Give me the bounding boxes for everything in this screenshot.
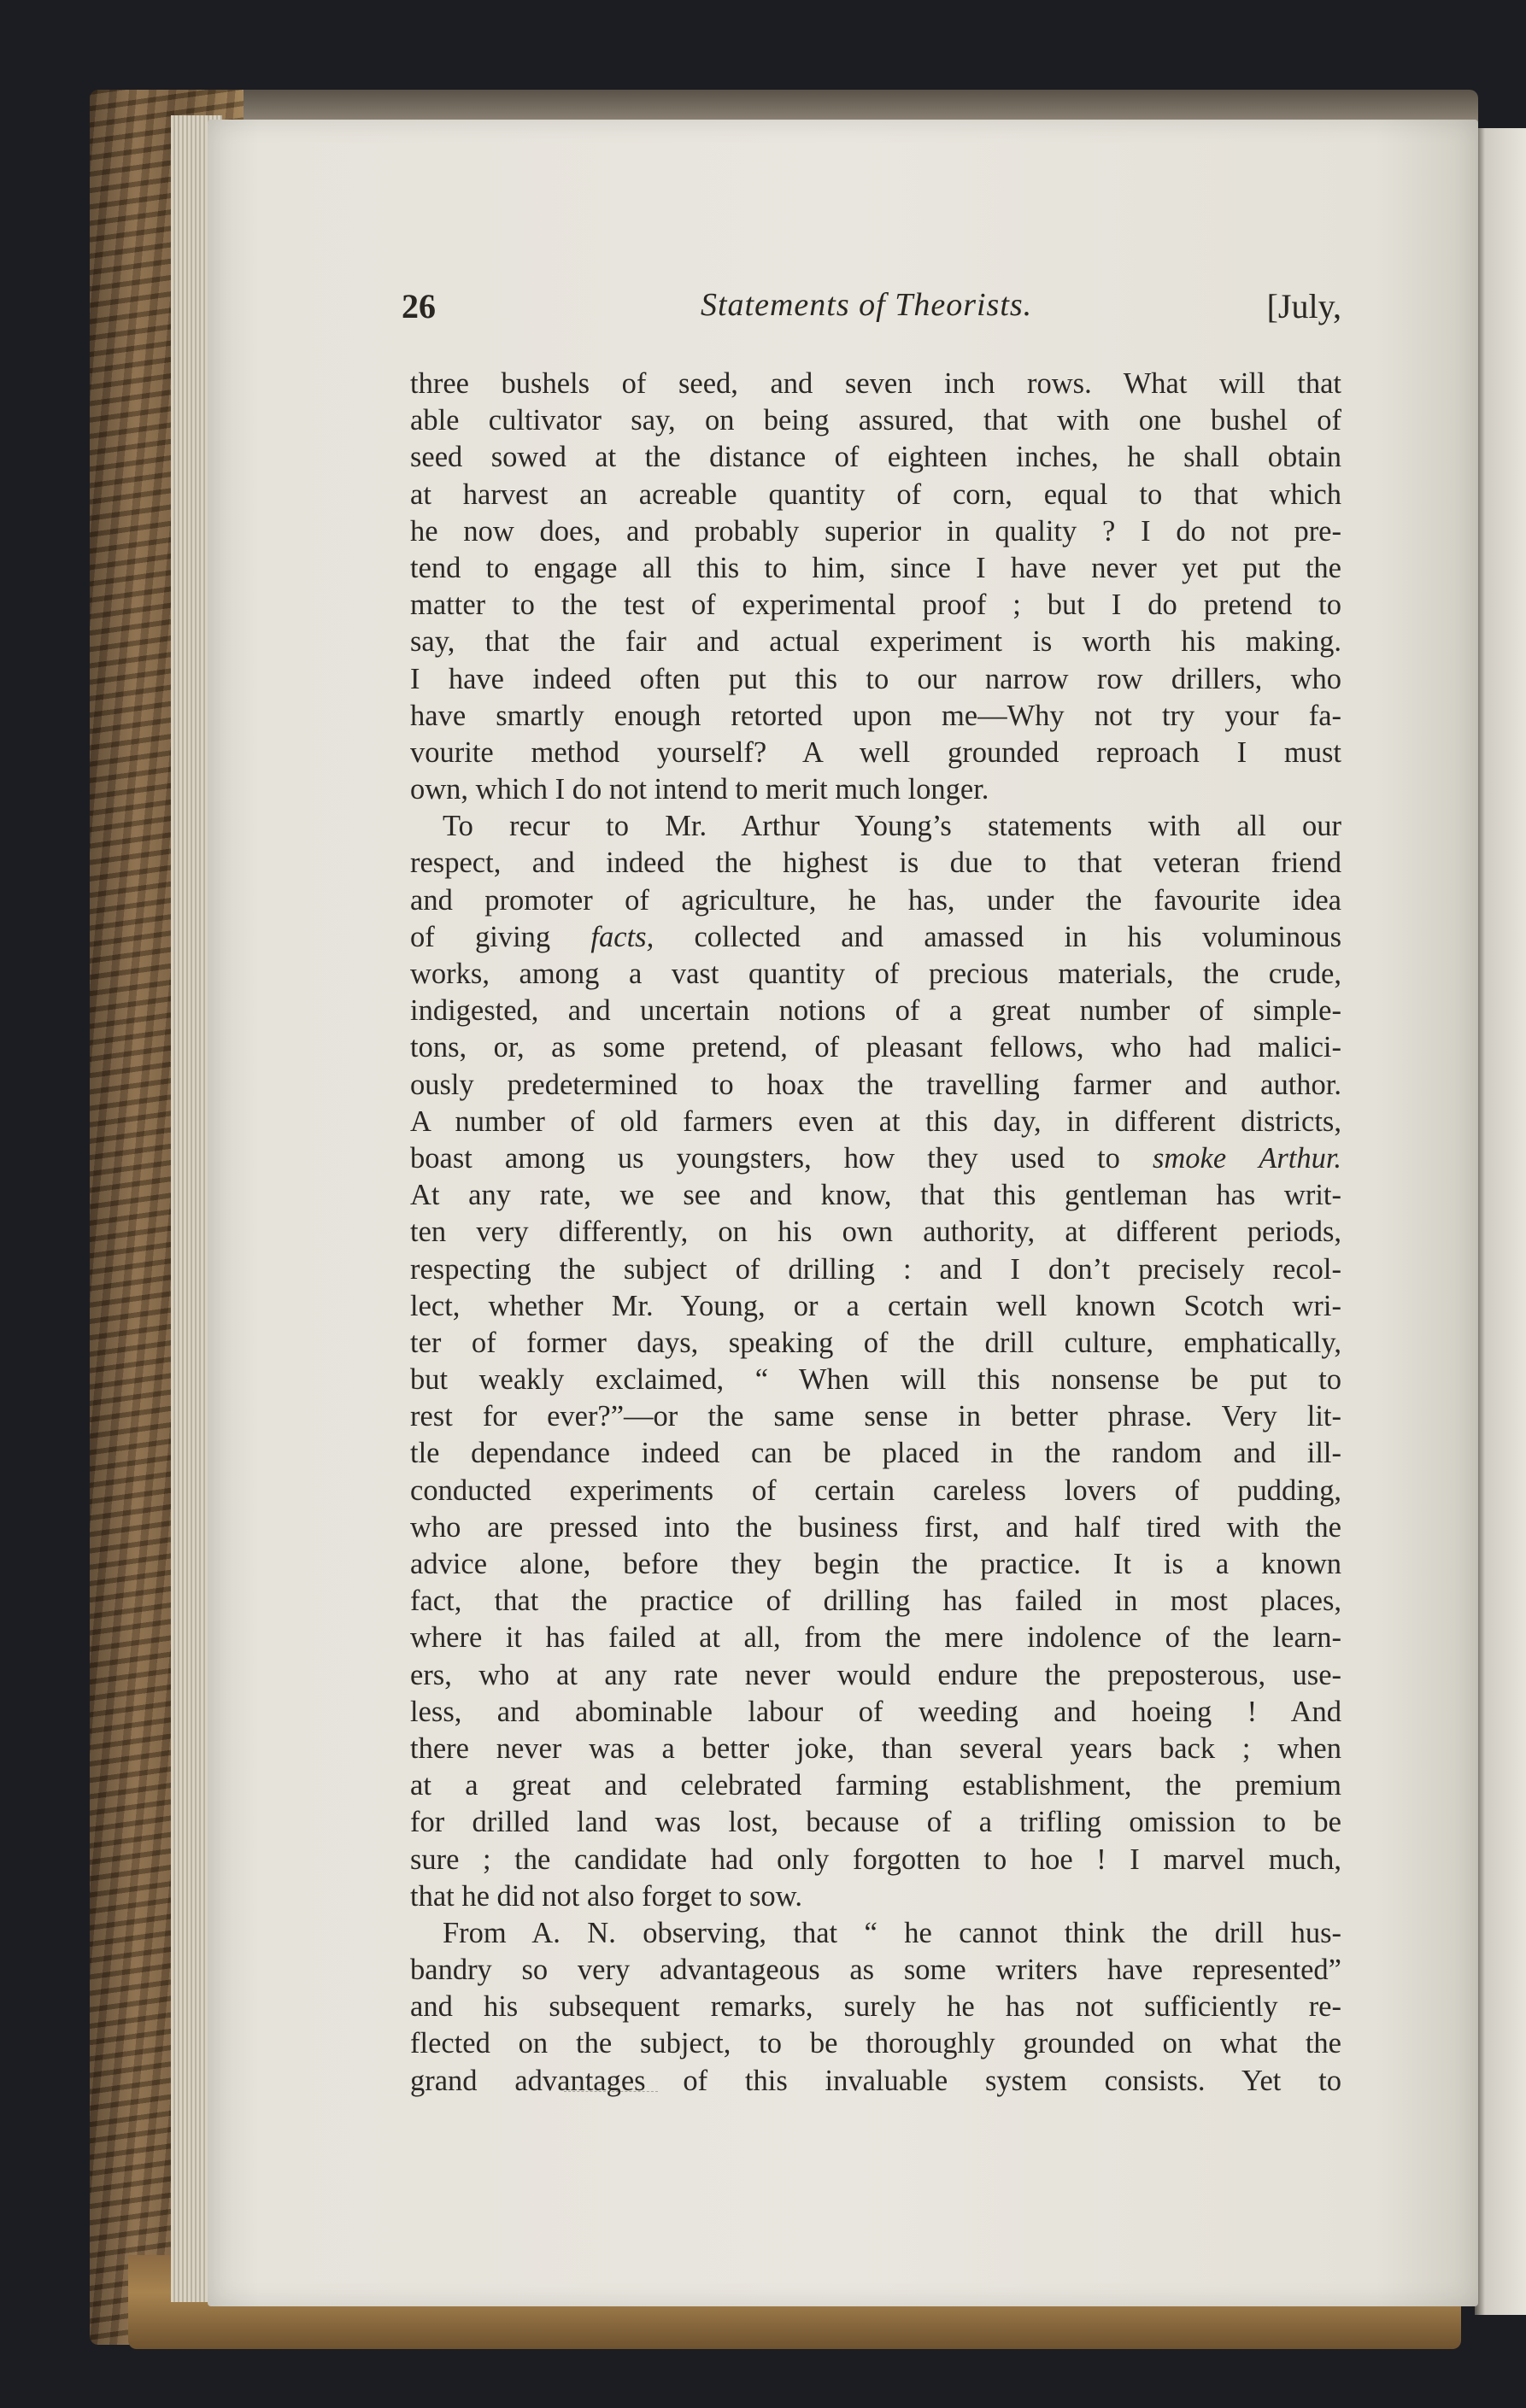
text-line: boast among us youngsters, how they used to smoke Arthur. [410,1141,1342,1175]
facing-page-edge [1475,128,1526,2315]
text-line: works, among a vast quantity of precious materials, the crude, [410,958,1341,990]
running-head-title: Statements of Theorists. [701,287,1033,323]
text-line: grand advantages of this invaluable system consists. Yet to [410,2064,1341,2097]
text-line: he now does, and probably superior in quality ? I do not pre- [410,514,1341,548]
text-line: of giving facts, collected and amassed in his voluminous [410,920,1341,953]
text-line: ten very differently, on his own authority, at different periods, [410,1216,1341,1249]
book-top-edge [111,90,1478,124]
text-line: A number of old farmers even at this day, in different districts, [410,1104,1341,1138]
text-line: but weakly exclaimed, “ When will this nonsense be put to [410,1363,1341,1397]
text-line: who are pressed into the business first, and half tired with the [410,1510,1341,1544]
text-line: From A. N. observing, that “ he cannot think the drill hus- [443,1916,1341,1949]
text-line: at harvest an acreable quantity of corn, equal to that which [410,477,1341,511]
text-line: lect, whether Mr. Young, or a certain well known Scotch wri- [410,1289,1341,1322]
text-line: have smartly enough retorted upon me—Why not try your fa- [410,699,1341,732]
text-line: less, and abominable labour of weeding and hoeing ! And [410,1695,1341,1728]
text-line: for drilled land was lost, because of a trifling omission to be [410,1806,1341,1839]
text-line: tle dependance indeed can be placed in the random and ill- [410,1437,1341,1470]
running-head-date: [July, [1266,287,1341,325]
text-line: ously predetermined to hoax the travelling farmer and author. [410,1068,1341,1101]
text-line: at a great and celebrated farming establishment, the premium [410,1769,1341,1802]
running-head [402,286,1341,337]
body-text [410,366,1341,2100]
text-line: bandry so very advantageous as some writers have represented” [410,1954,1341,1987]
text-line: I have indeed often put this to our narrow row drillers, who [410,662,1341,695]
text-line: vourite method yourself? A well grounded reproach I must [410,735,1341,769]
text-line: indigested, and uncertain notions of a great number of simple- [410,994,1341,1028]
italic-word: smoke [1152,1141,1227,1175]
text-line: fact, that the practice of drilling has failed in most places, [410,1585,1341,1618]
text-line: and promoter of agriculture, he has, under the favourite idea [410,883,1341,917]
text-line: matter to the test of experimental proof ; but I do pretend to [410,589,1341,622]
text-line: three bushels of seed, and seven inch rows. What will that [410,367,1341,400]
text-line: To recur to Mr. Arthur Young’s statements with all our [443,810,1341,843]
text-line: own, which I do not intend to merit much longer. [410,773,989,806]
text-line: ter of former days, speaking of the drill culture, emphatically, [410,1326,1341,1359]
text-line: rest for ever?”—or the same sense in better phrase. Very lit- [410,1400,1341,1433]
text-line: ers, who at any rate never would endure the preposterous, use- [410,1658,1341,1691]
text-line: respecting the subject of drilling : and I don’t precisely recol- [410,1252,1341,1286]
text-line: seed sowed at the distance of eighteen inches, he shall obtain [410,441,1341,474]
text-line: At any rate, we see and know, that this gentleman has writ- [410,1179,1341,1212]
text-line: there never was a better joke, than several years back ; when [410,1731,1341,1765]
text-line: flected on the subject, to be thoroughly grounded on what the [410,2027,1341,2060]
text-line: able cultivator say, on being assured, that with one bushel of [410,404,1341,437]
text-line: respect, and indeed the highest is due to that veteran friend [410,847,1341,880]
italic-word: Arthur. [1259,1141,1342,1175]
faint-rule [564,2091,658,2092]
text-line: sure ; the candidate had only forgotten to hoe ! I marvel much, [410,1843,1341,1876]
text-line: tons, or, as some pretend, of pleasant fellows, who had malici- [410,1031,1341,1064]
text-line: say, that the fair and actual experiment is worth his making. [410,625,1341,659]
italic-word: facts, [590,920,654,953]
text-line: that he did not also forget to sow. [410,1879,802,1913]
text-line: tend to engage all this to him, since I have never yet put the [410,551,1341,584]
text-line: and his subsequent remarks, surely he has not sufficiently re- [410,1990,1341,2024]
text-line: where it has failed at all, from the mere indolence of the learn- [410,1621,1341,1655]
page-number: 26 [402,287,436,325]
text-line: advice alone, before they begin the practice. It is a known [410,1548,1341,1580]
text-line: conducted experiments of certain careless lovers of pudding, [410,1474,1341,1507]
